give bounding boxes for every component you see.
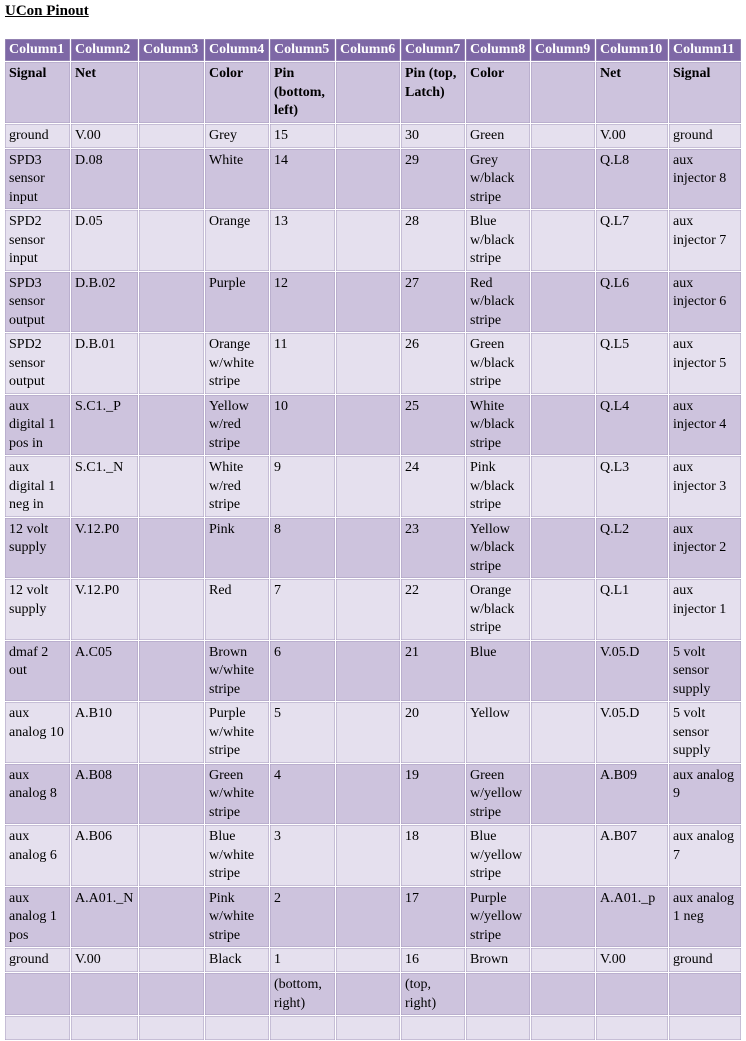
table-cell: Orange w/black stripe xyxy=(466,579,531,641)
table-cell: 10 xyxy=(270,394,336,456)
table-cell: Green w/white stripe xyxy=(205,763,270,825)
table-cell xyxy=(336,62,401,124)
table-cell: 12 volt supply xyxy=(5,517,71,579)
table-cell: Green xyxy=(466,123,531,148)
table-cell: Black xyxy=(205,948,270,973)
table-cell xyxy=(336,517,401,579)
table-cell: A.B08 xyxy=(71,763,139,825)
table-cell xyxy=(336,333,401,395)
table-cell: Pin (bottom, left) xyxy=(270,62,336,124)
table-cell: ground xyxy=(669,123,742,148)
table-row xyxy=(5,973,742,1016)
table-cell xyxy=(531,702,596,764)
table-cell: 30 xyxy=(401,123,466,148)
table-cell: Pink w/black stripe xyxy=(466,456,531,518)
table-cell xyxy=(71,973,139,1016)
table-cell xyxy=(336,948,401,973)
table-cell xyxy=(336,763,401,825)
table-cell: 21 xyxy=(401,640,466,702)
table-cell: D.05 xyxy=(71,210,139,272)
table-cell xyxy=(336,640,401,702)
table-cell: S.C1._P xyxy=(71,394,139,456)
table-cell: Red w/black stripe xyxy=(466,271,531,333)
table-cell: 22 xyxy=(401,579,466,641)
table-cell: Q.L1 xyxy=(596,579,669,641)
table-cell xyxy=(336,123,401,148)
table-cell: V.00 xyxy=(71,123,139,148)
table-cell: White w/red stripe xyxy=(205,456,270,518)
table-cell xyxy=(531,62,596,124)
table-cell: Pink xyxy=(205,517,270,579)
table-row xyxy=(5,271,742,333)
table-cell: 18 xyxy=(401,825,466,887)
table-cell: aux analog 10 xyxy=(5,702,71,764)
table-cell xyxy=(596,973,669,1016)
table-cell xyxy=(336,271,401,333)
table-cell: 11 xyxy=(270,333,336,395)
table-row xyxy=(5,123,742,148)
table-cell: A.C05 xyxy=(71,640,139,702)
column-header[interactable]: Column4 xyxy=(205,39,270,62)
table-cell: D.B.01 xyxy=(71,333,139,395)
table-cell: D.B.02 xyxy=(71,271,139,333)
table-cell: Blue w/black stripe xyxy=(466,210,531,272)
table-cell xyxy=(336,456,401,518)
table-cell xyxy=(531,973,596,1016)
table-cell: SPD2 sensor output xyxy=(5,333,71,395)
table-cell: Green w/black stripe xyxy=(466,333,531,395)
table-cell xyxy=(139,579,205,641)
table-cell: 14 xyxy=(270,148,336,210)
table-cell: 9 xyxy=(270,456,336,518)
column-header[interactable]: Column9 xyxy=(531,39,596,62)
table-cell: Net xyxy=(71,62,139,124)
table-cell: ground xyxy=(5,948,71,973)
table-cell: 19 xyxy=(401,763,466,825)
table-cell: Q.L4 xyxy=(596,394,669,456)
table-cell: S.C1._N xyxy=(71,456,139,518)
table-cell: V.05.D xyxy=(596,640,669,702)
table-cell: A.B06 xyxy=(71,825,139,887)
table-cell: Q.L7 xyxy=(596,210,669,272)
table-row xyxy=(5,763,742,825)
table-cell: White w/black stripe xyxy=(466,394,531,456)
table-cell xyxy=(139,948,205,973)
table-cell: aux analog 6 xyxy=(5,825,71,887)
pinout-table xyxy=(4,38,742,1041)
table-cell: aux injector 6 xyxy=(669,271,742,333)
table-cell: Purple w/white stripe xyxy=(205,702,270,764)
table-cell xyxy=(531,579,596,641)
table-cell: Net xyxy=(596,62,669,124)
table-cell xyxy=(531,948,596,973)
table-cell: Grey xyxy=(205,123,270,148)
table-cell xyxy=(531,271,596,333)
table-cell: 23 xyxy=(401,517,466,579)
table-cell: 24 xyxy=(401,456,466,518)
table-cell xyxy=(139,517,205,579)
table-cell xyxy=(336,579,401,641)
table-cell: SPD2 sensor input xyxy=(5,210,71,272)
table-cell xyxy=(401,1016,466,1041)
table-cell: 12 volt supply xyxy=(5,579,71,641)
table-cell xyxy=(336,394,401,456)
table-cell: White xyxy=(205,148,270,210)
table-cell xyxy=(336,702,401,764)
table-cell: V.00 xyxy=(596,123,669,148)
table-cell: aux injector 7 xyxy=(669,210,742,272)
table-cell: 16 xyxy=(401,948,466,973)
table-row xyxy=(5,456,742,518)
table-cell: 29 xyxy=(401,148,466,210)
table-cell xyxy=(596,1016,669,1041)
table-cell: aux analog 1 pos xyxy=(5,886,71,948)
table-cell: Yellow xyxy=(466,702,531,764)
table-cell: Blue w/yellow stripe xyxy=(466,825,531,887)
table-row xyxy=(5,517,742,579)
table-cell xyxy=(139,148,205,210)
table-cell xyxy=(336,973,401,1016)
table-cell: Purple w/yellow stripe xyxy=(466,886,531,948)
table-cell xyxy=(139,271,205,333)
table-cell: A.B09 xyxy=(596,763,669,825)
column-header[interactable]: Column3 xyxy=(139,39,205,62)
column-header[interactable]: Column2 xyxy=(71,39,139,62)
table-cell: Purple xyxy=(205,271,270,333)
table-cell: Q.L2 xyxy=(596,517,669,579)
table-cell: aux injector 1 xyxy=(669,579,742,641)
table-cell xyxy=(466,973,531,1016)
table-cell: 17 xyxy=(401,886,466,948)
table-cell xyxy=(5,973,71,1016)
table-cell: SPD3 sensor output xyxy=(5,271,71,333)
header-label-row xyxy=(5,62,742,124)
table-cell: V.00 xyxy=(596,948,669,973)
table-cell: 6 xyxy=(270,640,336,702)
table-cell: aux injector 4 xyxy=(669,394,742,456)
table-cell xyxy=(531,763,596,825)
column-header[interactable]: Column7 xyxy=(401,39,466,62)
table-cell: 3 xyxy=(270,825,336,887)
table-cell: dmaf 2 out xyxy=(5,640,71,702)
table-cell: Blue w/white stripe xyxy=(205,825,270,887)
column-header[interactable]: Column1 xyxy=(5,39,71,62)
table-cell xyxy=(531,148,596,210)
table-cell: Signal xyxy=(669,62,742,124)
table-cell: aux injector 5 xyxy=(669,333,742,395)
table-cell xyxy=(531,394,596,456)
table-cell xyxy=(139,886,205,948)
table-cell: 2 xyxy=(270,886,336,948)
table-cell: V.00 xyxy=(71,948,139,973)
table-row xyxy=(5,579,742,641)
table-cell xyxy=(336,148,401,210)
table-cell: 28 xyxy=(401,210,466,272)
table-cell: aux analog 1 neg xyxy=(669,886,742,948)
table-cell xyxy=(139,394,205,456)
table-cell: 5 xyxy=(270,702,336,764)
table-cell xyxy=(139,825,205,887)
table-cell: 4 xyxy=(270,763,336,825)
table-cell xyxy=(139,702,205,764)
table-cell xyxy=(531,640,596,702)
page-title: UCon Pinout xyxy=(5,3,89,19)
table-cell xyxy=(139,640,205,702)
table-cell xyxy=(531,517,596,579)
table-cell: aux analog 7 xyxy=(669,825,742,887)
table-cell xyxy=(139,973,205,1016)
table-cell: Q.L6 xyxy=(596,271,669,333)
table-cell: A.B07 xyxy=(596,825,669,887)
table-cell: 8 xyxy=(270,517,336,579)
table-row xyxy=(5,1016,742,1041)
table-cell: 12 xyxy=(270,271,336,333)
table-row xyxy=(5,825,742,887)
table-cell xyxy=(531,1016,596,1041)
table-cell: Pin (top, Latch) xyxy=(401,62,466,124)
table-cell: 5 volt sensor supply xyxy=(669,640,742,702)
table-cell xyxy=(531,333,596,395)
table-cell: 1 xyxy=(270,948,336,973)
table-row xyxy=(5,886,742,948)
table-cell xyxy=(139,456,205,518)
table-cell: Brown xyxy=(466,948,531,973)
table-cell xyxy=(336,210,401,272)
table-cell: aux analog 9 xyxy=(669,763,742,825)
table-cell: aux digital 1 pos in xyxy=(5,394,71,456)
table-cell: 25 xyxy=(401,394,466,456)
table-cell xyxy=(139,210,205,272)
table-cell: SPD3 sensor input xyxy=(5,148,71,210)
table-cell: Red xyxy=(205,579,270,641)
table-row xyxy=(5,148,742,210)
table-cell: A.B10 xyxy=(71,702,139,764)
table-cell xyxy=(531,825,596,887)
table-cell: V.12.P0 xyxy=(71,579,139,641)
table-cell: aux analog 8 xyxy=(5,763,71,825)
table-cell xyxy=(139,763,205,825)
table-cell xyxy=(139,62,205,124)
table-cell: (top, right) xyxy=(401,973,466,1016)
table-row xyxy=(5,948,742,973)
table-cell: 15 xyxy=(270,123,336,148)
table-row xyxy=(5,640,742,702)
table-cell xyxy=(71,1016,139,1041)
table-cell: A.A01._p xyxy=(596,886,669,948)
table-cell xyxy=(531,210,596,272)
table-cell: 5 volt sensor supply xyxy=(669,702,742,764)
table-cell: A.A01._N xyxy=(71,886,139,948)
table-cell: aux injector 8 xyxy=(669,148,742,210)
column-header[interactable]: Column10 xyxy=(596,39,669,62)
table-cell xyxy=(336,825,401,887)
table-cell: aux injector 2 xyxy=(669,517,742,579)
table-cell: Green w/yellow stripe xyxy=(466,763,531,825)
table-cell xyxy=(669,1016,742,1041)
table-cell: Orange w/white stripe xyxy=(205,333,270,395)
table-row xyxy=(5,394,742,456)
column-header-row xyxy=(5,39,742,62)
table-header xyxy=(5,39,742,62)
table-cell: Yellow w/black stripe xyxy=(466,517,531,579)
table-cell xyxy=(139,1016,205,1041)
table-row xyxy=(5,333,742,395)
column-header[interactable]: Column6 xyxy=(336,39,401,62)
table-row xyxy=(5,702,742,764)
table-cell xyxy=(336,1016,401,1041)
table-cell: Color xyxy=(205,62,270,124)
table-cell xyxy=(205,1016,270,1041)
table-row xyxy=(5,210,742,272)
column-header[interactable]: Column11 xyxy=(669,39,742,62)
table-cell xyxy=(336,886,401,948)
table-cell xyxy=(531,456,596,518)
table-cell: Brown w/white stripe xyxy=(205,640,270,702)
table-cell: Q.L8 xyxy=(596,148,669,210)
table-cell: Yellow w/red stripe xyxy=(205,394,270,456)
table-cell: 13 xyxy=(270,210,336,272)
table-cell xyxy=(139,123,205,148)
table-cell xyxy=(669,973,742,1016)
table-cell: ground xyxy=(669,948,742,973)
table-cell: V.05.D xyxy=(596,702,669,764)
table-cell xyxy=(531,886,596,948)
table-cell xyxy=(205,973,270,1016)
table-cell: aux digital 1 neg in xyxy=(5,456,71,518)
table-cell: 27 xyxy=(401,271,466,333)
table-cell: Q.L3 xyxy=(596,456,669,518)
table-cell: 26 xyxy=(401,333,466,395)
table-cell xyxy=(139,333,205,395)
table-cell xyxy=(466,1016,531,1041)
table-cell: ground xyxy=(5,123,71,148)
table-cell: (bottom, right) xyxy=(270,973,336,1016)
table-body xyxy=(5,62,742,1041)
table-cell: Grey w/black stripe xyxy=(466,148,531,210)
table-cell: V.12.P0 xyxy=(71,517,139,579)
table-cell xyxy=(531,123,596,148)
table-cell: 7 xyxy=(270,579,336,641)
table-cell: Color xyxy=(466,62,531,124)
table-cell: Pink w/white stripe xyxy=(205,886,270,948)
table-cell: Blue xyxy=(466,640,531,702)
table-cell: D.08 xyxy=(71,148,139,210)
table-cell xyxy=(5,1016,71,1041)
table-cell: 20 xyxy=(401,702,466,764)
table-cell: Q.L5 xyxy=(596,333,669,395)
table-cell: aux injector 3 xyxy=(669,456,742,518)
table-cell xyxy=(270,1016,336,1041)
table-cell: Orange xyxy=(205,210,270,272)
column-header[interactable]: Column5 xyxy=(270,39,336,62)
column-header[interactable]: Column8 xyxy=(466,39,531,62)
table-cell: Signal xyxy=(5,62,71,124)
